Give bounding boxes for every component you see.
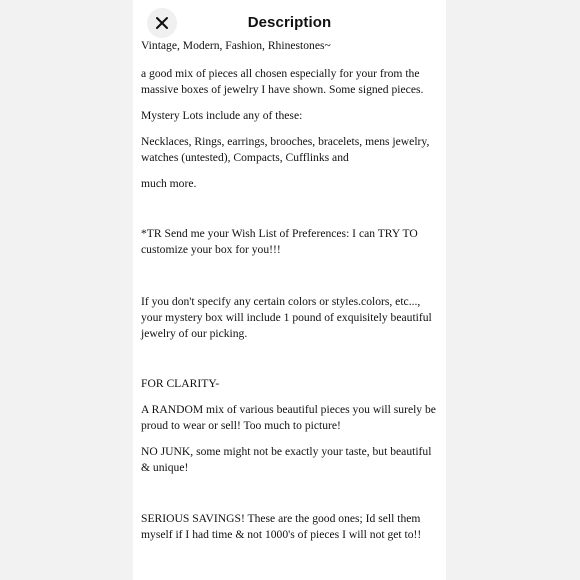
description-paragraph: FOR CLARITY- (141, 377, 220, 390)
page-title: Description (247, 14, 332, 31)
description-paragraph: much more. (141, 177, 197, 190)
description-paragraph: A RANDOM mix of various beautiful pieces you will surely be proud to wear or sell! Too much to picture! (141, 403, 436, 432)
description-paragraph: *TR Send me your Wish List of Preferences: I can TRY TO customize your box for you!!! (141, 227, 418, 256)
description-paragraph: NO JUNK, some might not be exactly your taste, but beautiful & unique! (141, 445, 432, 474)
description-paragraph: If you don't specify any certain colors or styles.colors, etc..., your mystery box will include 1 pound of exquisitely beautiful jewelry of our picking. (141, 295, 432, 340)
description-paragraph: a good mix of pieces all chosen especially for your from the massive boxes of jewelry I have shown. Some signed pieces. (141, 67, 424, 96)
description-sheet (133, 0, 446, 580)
description-paragraph: Mystery Lots include any of these: (141, 109, 303, 122)
description-paragraph: Vintage, Modern, Fashion, Rhinestones~ (141, 39, 331, 52)
description-paragraph: Necklaces, Rings, earrings, brooches, bracelets, mens jewelry, watches (untested), Compacts, Cufflinks and (141, 135, 430, 164)
description-paragraph: SERIOUS SAVINGS! These are the good ones; Id sell them myself if I had time & not 1000's of pieces I will not get to!! (141, 512, 422, 541)
